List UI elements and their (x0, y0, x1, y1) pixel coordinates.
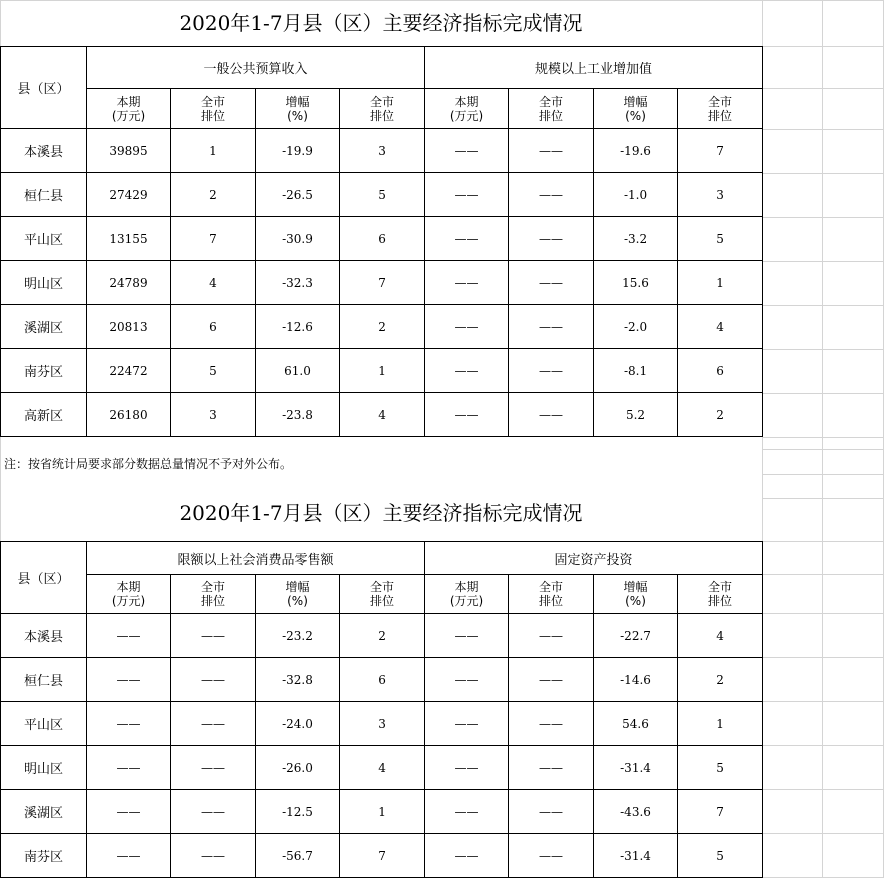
value-cell: —— (509, 702, 594, 746)
value-cell: 27429 (87, 173, 171, 217)
sub-header-line: 排位 (539, 108, 564, 123)
grid-column-line (822, 0, 823, 878)
sub-header-line: 排位 (539, 594, 564, 608)
sub-header-line: (万元) (111, 108, 146, 123)
sub-header (87, 575, 171, 614)
sub-header (171, 575, 256, 614)
value-cell: 1 (678, 702, 763, 746)
value-cell: 1 (171, 129, 256, 173)
value-cell: -30.9 (256, 217, 340, 261)
value-cell: -12.5 (256, 790, 340, 834)
sub-header-line: 全市 (539, 580, 564, 594)
value-cell: -1.0 (594, 173, 678, 217)
sub-header-line: 增幅 (623, 580, 648, 594)
sub-header (678, 89, 763, 129)
sub-header-line: (万元) (449, 594, 484, 608)
table-row (1, 305, 763, 349)
sub-header-line: 增幅 (623, 94, 648, 109)
value-cell: 6 (340, 217, 425, 261)
grid-row-line (762, 261, 884, 262)
value-cell: —— (509, 790, 594, 834)
grid-row-line (762, 46, 884, 47)
value-cell: —— (171, 614, 256, 658)
sub-header-line: (万元) (111, 594, 146, 608)
value-cell: -8.1 (594, 349, 678, 393)
sub-header (594, 575, 678, 614)
value-cell: —— (87, 834, 171, 878)
value-cell: -19.9 (256, 129, 340, 173)
grid-row-line (762, 833, 884, 834)
sub-header (425, 89, 509, 129)
grid-row-line (762, 349, 884, 350)
value-cell: -12.6 (256, 305, 340, 349)
sub-header (509, 575, 594, 614)
value-cell: —— (425, 614, 509, 658)
value-cell: 13155 (87, 217, 171, 261)
region-name-cell: 高新区 (1, 393, 87, 437)
sub-header-line: 增幅 (285, 94, 310, 109)
region-name-cell: 本溪县 (1, 129, 87, 173)
value-cell: —— (425, 129, 509, 173)
table-row (1, 217, 763, 261)
value-cell: -22.7 (594, 614, 678, 658)
table2-title: 2020年1-7月县（区）主要经济指标完成情况 (179, 501, 583, 525)
value-cell: 3 (678, 173, 763, 217)
table1 (0, 46, 763, 437)
value-cell: -3.2 (594, 217, 678, 261)
value-cell: 2 (171, 173, 256, 217)
value-cell: —— (425, 702, 509, 746)
value-cell: 6 (678, 349, 763, 393)
value-cell: —— (425, 834, 509, 878)
value-cell: -26.0 (256, 746, 340, 790)
table1-title: 2020年1-7月县（区）主要经济指标完成情况 (179, 11, 583, 35)
sub-header (425, 575, 509, 614)
value-cell: —— (87, 702, 171, 746)
value-cell: 3 (340, 702, 425, 746)
value-cell: 4 (678, 305, 763, 349)
table2 (0, 541, 763, 878)
value-cell: 7 (678, 129, 763, 173)
sub-header-line: 全市 (200, 94, 225, 109)
region-name-cell: 明山区 (1, 261, 87, 305)
value-cell: —— (509, 614, 594, 658)
region-name-cell: 南芬区 (1, 349, 87, 393)
sub-header (509, 89, 594, 129)
value-cell: 54.6 (594, 702, 678, 746)
table-row (1, 746, 763, 790)
grid-row-line (762, 657, 884, 658)
value-cell: —— (425, 393, 509, 437)
value-cell: —— (171, 790, 256, 834)
value-cell: 7 (340, 261, 425, 305)
region-header: 县（区） (1, 47, 87, 129)
grid-row-line (762, 449, 884, 450)
value-cell: —— (425, 305, 509, 349)
grid-row-line (762, 745, 884, 746)
value-cell: —— (425, 658, 509, 702)
grid-row-line (762, 88, 884, 89)
sub-header-line: 增幅 (285, 580, 310, 594)
value-cell: 5 (678, 217, 763, 261)
value-cell: —— (171, 834, 256, 878)
value-cell: 6 (171, 305, 256, 349)
region-name-cell: 溪湖区 (1, 790, 87, 834)
value-cell: 6 (340, 658, 425, 702)
grid-row-line (762, 498, 884, 499)
value-cell: 7 (171, 217, 256, 261)
sub-header (256, 89, 340, 129)
sub-header-line: 排位 (370, 594, 395, 608)
sub-header-line: (%) (287, 108, 308, 123)
value-cell: 22472 (87, 349, 171, 393)
value-cell: 5 (340, 173, 425, 217)
value-cell: 15.6 (594, 261, 678, 305)
value-cell: 1 (340, 790, 425, 834)
value-cell: —— (509, 173, 594, 217)
value-cell: —— (509, 393, 594, 437)
grid-row-line (762, 541, 884, 542)
sub-header-line: (%) (287, 594, 308, 608)
value-cell: 4 (678, 614, 763, 658)
value-cell: 2 (340, 614, 425, 658)
grid-row-line (762, 393, 884, 394)
value-cell: 5 (171, 349, 256, 393)
value-cell: —— (87, 614, 171, 658)
grid-row-line (762, 173, 884, 174)
value-cell: —— (509, 217, 594, 261)
table-row (1, 702, 763, 746)
region-name-cell: 明山区 (1, 746, 87, 790)
value-cell: 3 (340, 129, 425, 173)
grid-row-line (762, 437, 884, 438)
sub-header-line: 全市 (370, 580, 395, 594)
value-cell: —— (509, 261, 594, 305)
group-header-1: 限额以上社会消费品零售额 (87, 542, 425, 575)
value-cell: —— (87, 790, 171, 834)
region-name-cell: 溪湖区 (1, 305, 87, 349)
sub-header-line: 全市 (539, 94, 564, 109)
value-cell: 2 (340, 305, 425, 349)
table-row (1, 834, 763, 878)
value-cell: —— (509, 834, 594, 878)
table-row (1, 393, 763, 437)
value-cell: -56.7 (256, 834, 340, 878)
grid-row-line (762, 129, 884, 130)
value-cell: -19.6 (594, 129, 678, 173)
value-cell: 1 (678, 261, 763, 305)
grid-row-line (762, 701, 884, 702)
value-cell: —— (509, 658, 594, 702)
table-row (1, 790, 763, 834)
value-cell: -31.4 (594, 834, 678, 878)
value-cell: 4 (171, 261, 256, 305)
grid-row-line (762, 789, 884, 790)
value-cell: —— (87, 746, 171, 790)
sub-header-line: 本期 (116, 94, 141, 109)
value-cell: 7 (678, 790, 763, 834)
sub-header-line: 排位 (200, 108, 225, 123)
value-cell: —— (171, 702, 256, 746)
grid-row-line (762, 474, 884, 475)
value-cell: —— (425, 349, 509, 393)
grid-row-line (762, 305, 884, 306)
value-cell: —— (171, 658, 256, 702)
sub-header-line: (%) (625, 108, 646, 123)
value-cell: —— (425, 261, 509, 305)
value-cell: 5 (678, 834, 763, 878)
table-row (1, 261, 763, 305)
value-cell: —— (425, 790, 509, 834)
value-cell: 24789 (87, 261, 171, 305)
region-name-cell: 南芬区 (1, 834, 87, 878)
region-header: 县（区） (1, 542, 87, 614)
table-row (1, 614, 763, 658)
region-name-cell: 本溪县 (1, 614, 87, 658)
sub-header-line: 本期 (454, 94, 479, 109)
sub-header-line: 排位 (200, 594, 225, 608)
value-cell: —— (425, 217, 509, 261)
region-name-cell: 平山区 (1, 217, 87, 261)
sub-header (256, 575, 340, 614)
value-cell: 26180 (87, 393, 171, 437)
value-cell: —— (509, 746, 594, 790)
sub-header (87, 89, 171, 129)
value-cell: -31.4 (594, 746, 678, 790)
value-cell: —— (425, 746, 509, 790)
value-cell: —— (87, 658, 171, 702)
value-cell: -26.5 (256, 173, 340, 217)
sub-header (678, 575, 763, 614)
value-cell: 20813 (87, 305, 171, 349)
sub-header-line: 全市 (708, 580, 733, 594)
value-cell: 2 (678, 658, 763, 702)
group-header-2: 规模以上工业增加值 (425, 47, 763, 89)
table-row (1, 129, 763, 173)
sub-header-line: 全市 (370, 94, 395, 109)
sub-header-line: (%) (625, 594, 646, 608)
value-cell: -2.0 (594, 305, 678, 349)
sub-header-line: 全市 (708, 94, 733, 109)
table-row (1, 658, 763, 702)
value-cell: -23.2 (256, 614, 340, 658)
value-cell: -14.6 (594, 658, 678, 702)
value-cell: -43.6 (594, 790, 678, 834)
sub-header (171, 89, 256, 129)
sub-header-line: 排位 (708, 594, 733, 608)
value-cell: -32.3 (256, 261, 340, 305)
value-cell: —— (425, 173, 509, 217)
value-cell: 3 (171, 393, 256, 437)
value-cell: —— (171, 746, 256, 790)
sub-header-line: 全市 (200, 580, 225, 594)
value-cell: -24.0 (256, 702, 340, 746)
sub-header-line: 本期 (454, 580, 479, 594)
region-name-cell: 桓仁县 (1, 658, 87, 702)
grid-row-line (762, 574, 884, 575)
footnote: 注：按省统计局要求部分数据总量情况不予对外公布。 (4, 457, 293, 471)
sub-header-line: 排位 (370, 108, 395, 123)
region-name-cell: 平山区 (1, 702, 87, 746)
sub-header-line: 排位 (708, 108, 733, 123)
sub-header-line: 本期 (116, 580, 141, 594)
table-row (1, 173, 763, 217)
value-cell: 4 (340, 393, 425, 437)
value-cell: 5.2 (594, 393, 678, 437)
value-cell: 4 (340, 746, 425, 790)
value-cell: —— (509, 129, 594, 173)
sub-header (340, 575, 425, 614)
table-row (1, 349, 763, 393)
value-cell: -32.8 (256, 658, 340, 702)
region-name-cell: 桓仁县 (1, 173, 87, 217)
sub-header (340, 89, 425, 129)
value-cell: -23.8 (256, 393, 340, 437)
value-cell: —— (509, 349, 594, 393)
group-header-2: 固定资产投资 (425, 542, 763, 575)
grid-row-line (762, 613, 884, 614)
value-cell: 5 (678, 746, 763, 790)
value-cell: 7 (340, 834, 425, 878)
sub-header (594, 89, 678, 129)
value-cell: 39895 (87, 129, 171, 173)
value-cell: 61.0 (256, 349, 340, 393)
sub-header-line: (万元) (449, 108, 484, 123)
value-cell: —— (509, 305, 594, 349)
grid-row-line (762, 217, 884, 218)
group-header-1: 一般公共预算收入 (87, 47, 425, 89)
value-cell: 2 (678, 393, 763, 437)
value-cell: 1 (340, 349, 425, 393)
